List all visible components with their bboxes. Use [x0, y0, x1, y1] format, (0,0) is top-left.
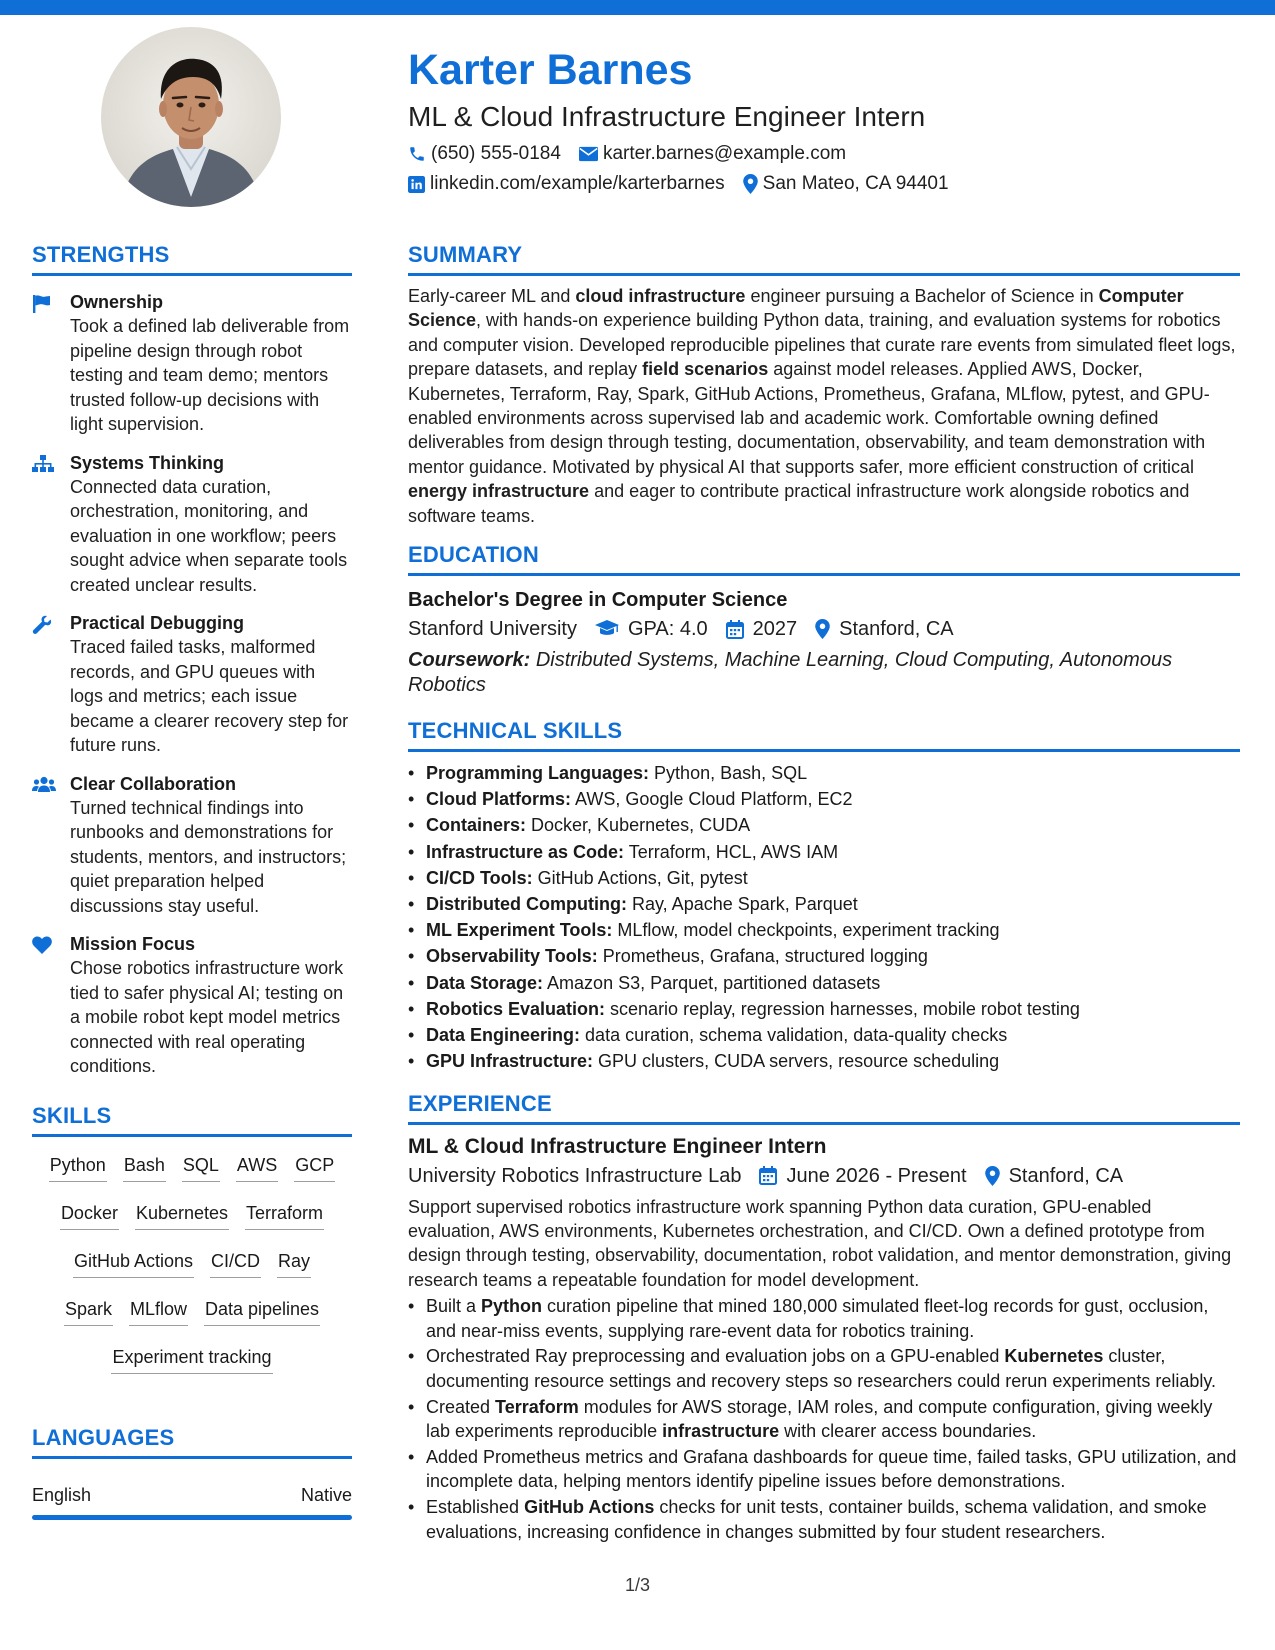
school-name: Stanford University [408, 618, 577, 641]
resume-header [408, 42, 1248, 197]
skill-tag: Terraform [245, 1201, 324, 1230]
strength-item [32, 932, 352, 1079]
summary-text: Early-career ML and cloud infrastructure engineer pursuing a Bachelor of Science in Computer Science, with hands-on experience building Python data, training, and evaluation systems for robotics and computer vision. Developed reproducible pipelines that curate rare events from simulated fleet logs, prepare datasets, and replay field scenarios against model releases. Applied AWS, Docker, Kubernetes, Terraform, Ray, Spark, GitHub Actions, Prometheus, Grafana, MLflow, pytest, and GPU-enabled environments across supervised lab and academic work. Comfortable owning defined deliverables from design through testing, documentation, observability, and team demonstration with mentor guidance. Motivated by physical AI that supports safer, more efficient construction of critical energy infrastructure and eager to contribute practical infrastructure work alongside robotics and software teams. [408, 286, 1236, 526]
skill-tag: Kubernetes [135, 1201, 229, 1230]
experience-rule [408, 1122, 1240, 1125]
skill-tag: Ray [277, 1249, 311, 1278]
calendar-icon [726, 620, 744, 639]
list-item: • Cloud Platforms: AWS, Google Cloud Platform, EC2 [408, 786, 1240, 812]
experience-meta [408, 1161, 1240, 1191]
skill-tag: Data pipelines [204, 1297, 320, 1326]
strength-name: Clear Collaboration [70, 773, 237, 794]
strength-desc: Chose robotics infrastructure work tied to safer physical AI; testing on a mobile robot kept model metrics connected with real operating conditions. [70, 958, 344, 1076]
experience-summary: Support supervised robotics infrastructure work spanning Python data curation, GPU-enabled evaluation, AWS environments, Kubernetes orchestration, and CI/CD. Own a defined prototype from design through testing, observability, documentation, robot validation, and mentor demonstration, giving research teams a repeatable foundation for model development. [408, 1196, 1232, 1290]
skill-tag: AWS [236, 1153, 278, 1182]
languages-rule [32, 1456, 352, 1459]
list-item: • Programming Languages: Python, Bash, SQL [408, 760, 1240, 786]
skill-tag: SQL [182, 1153, 220, 1182]
list-item: • Built a Python curation pipeline that mined 180,000 simulated fleet-log records for gust, occlusion, and near-miss events, supplying rare-event data for robotics training. [408, 1294, 1240, 1343]
list-item: • Infrastructure as Code: Terraform, HCL, AWS IAM [408, 839, 1240, 865]
list-item: • CI/CD Tools: GitHub Actions, Git, pytest [408, 865, 1240, 891]
list-item: • Created Terraform modules for AWS storage, IAM roles, and compute configuration, giving weekly lab experiments reproducible infrastructure with clearer access boundaries. [408, 1395, 1240, 1444]
language-name: English [32, 1484, 92, 1505]
graduation-year: 2027 [752, 618, 798, 641]
phone-icon [408, 145, 426, 163]
coursework: Coursework: Distributed Systems, Machine Learning, Cloud Computing, Autonomous Robotics [408, 649, 1173, 697]
summary-rule [408, 273, 1240, 276]
list-item: • ML Experiment Tools: MLflow, model checkpoints, experiment tracking [408, 917, 1240, 943]
experience-role: ML & Cloud Infrastructure Engineer Intern [408, 1134, 827, 1158]
list-item: • Robotics Evaluation: scenario replay, regression harnesses, mobile robot testing [408, 996, 1240, 1022]
list-item: • Data Storage: Amazon S3, Parquet, partitioned datasets [408, 970, 1240, 996]
experience-dates: June 2026 - Present [786, 1164, 967, 1187]
map-pin-icon [985, 1166, 1000, 1186]
linkedin-text: linkedin.com/example/karterbarnes [430, 173, 725, 194]
skill-tag: MLflow [129, 1297, 188, 1326]
calendar-icon [759, 1166, 777, 1185]
strength-name: Practical Debugging [70, 613, 245, 633]
skill-tag: Python [49, 1153, 107, 1182]
skills-heading: SKILLS [32, 1102, 112, 1128]
strength-name: Systems Thinking [70, 452, 225, 473]
strengths-rule [32, 273, 352, 276]
education-location: Stanford, CA [839, 618, 954, 641]
skill-tag: CI/CD [210, 1249, 261, 1278]
email-text: karter.barnes@example.com [602, 143, 847, 164]
education-heading: EDUCATION [408, 542, 539, 568]
skill-tag: Spark [64, 1297, 113, 1326]
strength-name: Mission Focus [70, 934, 196, 954]
location-contact [743, 171, 949, 197]
strength-name: Ownership [70, 292, 164, 312]
map-pin-icon [815, 619, 830, 639]
top-accent-bar [0, 0, 1275, 15]
organization-name: University Robotics Infrastructure Lab [408, 1164, 742, 1187]
heart-icon [32, 936, 52, 954]
users-icon [32, 776, 56, 794]
list-item: • Containers: Docker, Kubernetes, CUDA [408, 812, 1240, 838]
skill-tag: Bash [123, 1153, 166, 1182]
candidate-name: Karter Barnes [408, 46, 693, 94]
skill-tag: Docker [60, 1201, 119, 1230]
technical-skills-heading: TECHNICAL SKILLS [408, 718, 623, 744]
skill-tag: Experiment tracking [111, 1345, 272, 1374]
map-pin-icon [743, 174, 758, 194]
language-level-bar [32, 1515, 352, 1520]
contact-row-2 [408, 171, 1248, 197]
sitemap-icon [32, 455, 54, 473]
candidate-title: ML & Cloud Infrastructure Engineer Intern [408, 101, 926, 132]
wrench-icon [32, 615, 52, 635]
strength-desc: Connected data curation, orchestration, monitoring, and evaluation in one workflow; peers sought advice when separate tools created unclear results. [70, 476, 348, 595]
summary-heading: SUMMARY [408, 242, 523, 267]
language-level: Native [300, 1484, 352, 1505]
graduation-cap-icon [595, 620, 619, 638]
language-row [32, 1483, 352, 1515]
location-text: San Mateo, CA 94401 [762, 173, 949, 194]
page-number: 1/3 [624, 1575, 651, 1595]
degree-title: Bachelor's Degree in Computer Science [408, 589, 788, 612]
experience-location: Stanford, CA [1008, 1164, 1124, 1187]
profile-photo [101, 27, 281, 207]
languages-heading: LANGUAGES [32, 1424, 175, 1450]
experience-bullets [408, 1294, 1240, 1544]
skill-tag: GitHub Actions [73, 1249, 194, 1278]
list-item: • Data Engineering: data curation, schema validation, data-quality checks [408, 1022, 1240, 1048]
strength-item [32, 290, 352, 437]
list-item: • Distributed Computing: Ray, Apache Spark, Parquet [408, 891, 1240, 917]
strengths-heading: STRENGTHS [32, 242, 170, 267]
strength-desc: Turned technical findings into runbooks and demonstrations for students, mentors, and instructors; quiet preparation helped discussions stay useful. [70, 797, 347, 916]
skills-tag-list [32, 1149, 352, 1389]
technical-skills-rule [408, 749, 1240, 752]
skills-rule [32, 1134, 352, 1137]
strength-item [32, 772, 352, 919]
skill-tag: GCP [294, 1153, 335, 1182]
education-meta [408, 614, 1240, 644]
list-item: • Established GitHub Actions checks for unit tests, container builds, schema validation, and smoke evaluations, increasing confidence in changes submitted by four student researchers. [408, 1495, 1240, 1544]
experience-heading: EXPERIENCE [408, 1090, 552, 1116]
strength-desc: Took a defined lab deliverable from pipeline design through robot testing and team demo; mentors trusted follow-up decisions with light supervision. [70, 316, 350, 434]
list-item: • Added Prometheus metrics and Grafana dashboards for queue time, failed tasks, GPU utilization, and incomplete data, helping mentors identify pipeline issues before demonstrations. [408, 1445, 1240, 1494]
linkedin-icon [408, 176, 425, 193]
phone-text: (650) 555-0184 [431, 143, 561, 164]
strength-item [32, 451, 352, 598]
strength-item [32, 611, 352, 758]
technical-skills-list [408, 760, 1240, 1074]
list-item: • Orchestrated Ray preprocessing and evaluation jobs on a GPU-enabled Kubernetes cluster, documenting resource settings and recovery steps so researchers could rerun experiments reliably. [408, 1344, 1240, 1393]
education-rule [408, 573, 1240, 576]
right-column [408, 240, 1240, 1546]
list-item: • Observability Tools: Prometheus, Grafana, structured logging [408, 943, 1240, 969]
contact-row-1 [408, 141, 1248, 167]
flag-icon [32, 294, 52, 314]
email-contact[interactable] [579, 141, 846, 167]
linkedin-contact[interactable] [408, 171, 725, 197]
list-item: • GPU Infrastructure: GPU clusters, CUDA servers, resource scheduling [408, 1048, 1240, 1074]
left-column [32, 240, 352, 1520]
email-icon [579, 146, 598, 162]
strength-desc: Traced failed tasks, malformed records, and GPU queues with logs and metrics; each issue became a clearer recovery step for future runs. [70, 637, 349, 755]
gpa-text: GPA: 4.0 [627, 618, 708, 641]
phone-contact[interactable] [408, 141, 561, 167]
